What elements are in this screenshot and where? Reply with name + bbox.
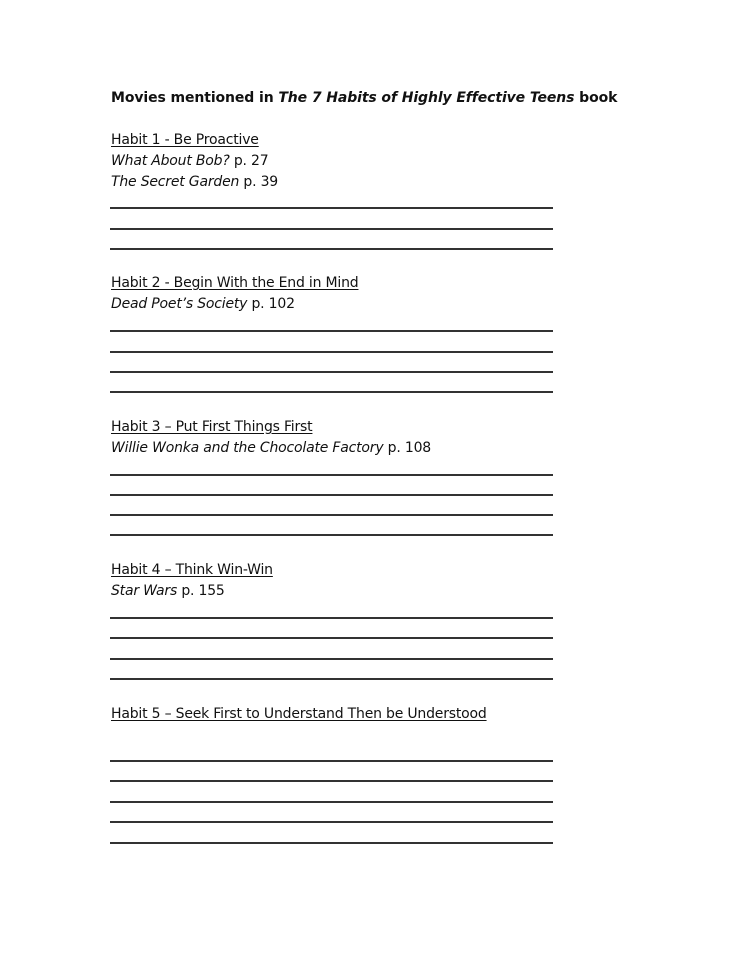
movie-entry bbox=[111, 583, 225, 599]
answer-line[interactable] bbox=[110, 821, 553, 823]
movie-page: p. 102 bbox=[247, 296, 295, 312]
movie-title: Dead Poet’s Society bbox=[111, 296, 248, 312]
answer-line[interactable] bbox=[110, 248, 553, 250]
answer-line[interactable] bbox=[110, 842, 553, 844]
movie-page: p. 108 bbox=[383, 440, 431, 456]
answer-line[interactable] bbox=[110, 801, 553, 803]
answer-line[interactable] bbox=[110, 658, 553, 660]
answer-line[interactable] bbox=[110, 207, 553, 209]
movie-title: The Secret Garden bbox=[111, 174, 240, 190]
answer-line[interactable] bbox=[110, 514, 553, 516]
movie-title: Willie Wonka and the Chocolate Factory bbox=[111, 440, 384, 456]
answer-line[interactable] bbox=[110, 494, 553, 496]
movie-title: What About Bob? bbox=[111, 153, 230, 169]
answer-line[interactable] bbox=[110, 351, 553, 353]
page-title bbox=[111, 90, 617, 106]
answer-line[interactable] bbox=[110, 534, 553, 536]
book-title: The 7 Habits of Highly Effective Teens bbox=[278, 90, 575, 106]
title-prefix: Movies mentioned in bbox=[111, 90, 279, 106]
answer-line[interactable] bbox=[110, 780, 553, 782]
habit-3-heading: Habit 3 – Put First Things First bbox=[111, 419, 313, 435]
movie-entry bbox=[111, 153, 268, 169]
movie-page: p. 27 bbox=[229, 153, 269, 169]
answer-line[interactable] bbox=[110, 617, 553, 619]
answer-line[interactable] bbox=[110, 228, 553, 230]
answer-line[interactable] bbox=[110, 330, 553, 332]
habit-2-heading: Habit 2 - Begin With the End in Mind bbox=[111, 275, 359, 291]
movie-entry bbox=[111, 174, 278, 190]
movie-entry bbox=[111, 440, 431, 456]
title-suffix: book bbox=[574, 90, 618, 106]
answer-line[interactable] bbox=[110, 474, 553, 476]
movie-page: p. 39 bbox=[239, 174, 279, 190]
habit-4-heading: Habit 4 – Think Win-Win bbox=[111, 562, 273, 578]
answer-line[interactable] bbox=[110, 760, 553, 762]
answer-line[interactable] bbox=[110, 637, 553, 639]
answer-line[interactable] bbox=[110, 371, 553, 373]
movie-entry bbox=[111, 296, 295, 312]
answer-line[interactable] bbox=[110, 391, 553, 393]
movie-page: p. 155 bbox=[177, 583, 225, 599]
movie-title: Star Wars bbox=[111, 583, 178, 599]
habit-1-heading: Habit 1 - Be Proactive bbox=[111, 132, 259, 148]
answer-line[interactable] bbox=[110, 678, 553, 680]
habit-5-heading: Habit 5 – Seek First to Understand Then be Understood bbox=[111, 706, 487, 722]
